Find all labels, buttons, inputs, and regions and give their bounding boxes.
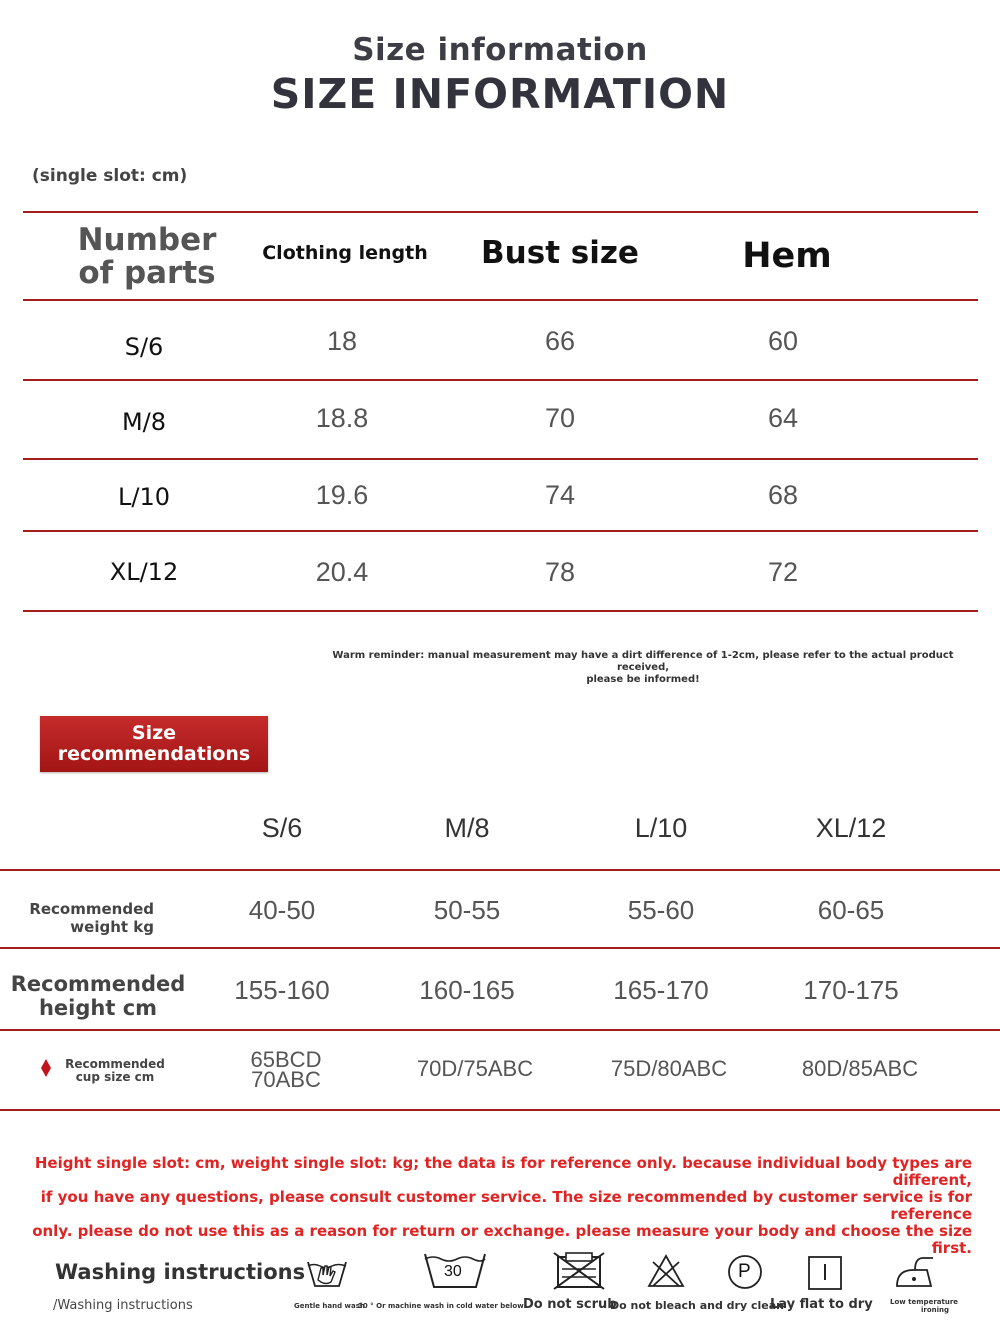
- measurement-reminder: [310, 650, 976, 686]
- hem-cell: 64: [767, 403, 799, 433]
- washing-subtitle: /Washing instructions: [53, 1298, 193, 1313]
- lay-flat-dry-icon: [807, 1255, 843, 1291]
- height-cell: 160-165: [419, 975, 515, 1005]
- table-divider: [23, 530, 978, 532]
- rec-divider: [0, 1029, 1000, 1031]
- badge-line2: recommendations: [57, 743, 251, 765]
- length-cell: 20.4: [315, 557, 369, 587]
- rec-header-size: M/8: [444, 813, 490, 843]
- weight-cell: 50-55: [433, 895, 501, 925]
- header-hem: Hem: [742, 236, 832, 276]
- page-title-caps: SIZE INFORMATION: [270, 70, 730, 118]
- dry-clean-letter: P: [738, 1261, 751, 1282]
- length-cell: 18.8: [315, 403, 369, 433]
- bust-cell: 70: [544, 403, 576, 433]
- weight-cell: 60-65: [817, 895, 885, 925]
- diamond-icon: [41, 1059, 51, 1077]
- low-temp-iron-label: Low temperature ironing: [890, 1298, 959, 1314]
- weight-cell: 55-60: [627, 895, 695, 925]
- do-not-scrub-icon: [552, 1251, 606, 1291]
- reminder-line1: Warm reminder: manual measurement may have a dirt difference of 1-2cm, please refer to the actual product received,: [332, 650, 954, 673]
- table-divider: [23, 379, 978, 381]
- size-notice: Height single slot: cm, weight single slot: kg; the data is for reference only. because individual body types are different, if you have any questions, please consult customer service. The size recommended by customer service is for reference only. please do not use this as a reason for return or exchange. please measure your body and choose the size first.: [32, 1154, 972, 1257]
- cup-cell: 80D/85ABC: [801, 1056, 919, 1081]
- cup-cell: 75D/80ABC: [610, 1056, 728, 1081]
- header-parts-line2: of parts: [78, 255, 216, 291]
- height-cell: 155-160: [234, 975, 330, 1005]
- size-cell: M/8: [121, 408, 167, 436]
- hem-cell: 60: [767, 326, 799, 356]
- washing-title: Washing instructions: [55, 1260, 306, 1284]
- do-not-scrub-label: Do not scrub: [523, 1297, 617, 1312]
- hand-wash-label: Gentle hand wash: [294, 1302, 365, 1310]
- page-title: Size information: [352, 32, 648, 68]
- bust-cell: 66: [544, 326, 576, 356]
- size-cell: XL/12: [109, 558, 179, 586]
- hem-cell: 72: [767, 557, 799, 587]
- height-label: Recommended height cm: [10, 972, 186, 1020]
- do-not-bleach-icon: [647, 1254, 685, 1288]
- rec-divider: [0, 947, 1000, 949]
- do-not-bleach-label: Do not bleach and dry clean: [610, 1299, 784, 1312]
- height-cell: 170-175: [803, 975, 899, 1005]
- bust-cell: 74: [544, 480, 576, 510]
- weight-cell: 40-50: [248, 895, 316, 925]
- length-cell: 18: [326, 326, 358, 356]
- height-cell: 165-170: [613, 975, 709, 1005]
- reminder-line2: please be informed!: [586, 674, 700, 685]
- table-divider: [23, 211, 978, 213]
- length-cell: 19.6: [315, 480, 369, 510]
- wash-temp: 30: [444, 1263, 462, 1280]
- cup-label: Recommended cup size cm: [65, 1057, 165, 1084]
- bust-cell: 78: [544, 557, 576, 587]
- machine-wash-label: 30 ° Or machine wash in cold water below: [358, 1302, 524, 1310]
- header-number-of-parts: [47, 224, 247, 290]
- size-cell: S/6: [124, 333, 164, 361]
- rec-header-size: XL/12: [815, 813, 887, 843]
- lay-flat-dry-label: Lay flat to dry: [770, 1297, 873, 1312]
- cup-cell: 70D/75ABC: [416, 1056, 534, 1081]
- header-clothing-length: Clothing length: [262, 242, 428, 264]
- size-recommendations-badge: [40, 716, 268, 772]
- table-divider: [23, 458, 978, 460]
- header-parts-line1: Number: [77, 222, 217, 258]
- hand-wash-icon: [306, 1254, 348, 1290]
- rec-divider: [0, 1109, 1000, 1111]
- low-temp-iron-icon: [893, 1252, 935, 1292]
- cup-cell: 65BCD 70ABC: [250, 1047, 322, 1092]
- badge-line1: Size: [131, 722, 177, 744]
- header-bust-size: Bust size: [481, 235, 639, 271]
- table-divider: [23, 610, 978, 612]
- rec-divider: [0, 869, 1000, 871]
- rec-header-size: L/10: [634, 813, 688, 843]
- unit-note: (single slot: cm): [32, 166, 188, 186]
- hem-cell: 68: [767, 480, 799, 510]
- table-divider: [23, 299, 978, 301]
- size-cell: L/10: [118, 483, 170, 511]
- rec-header-size: S/6: [261, 813, 303, 843]
- weight-label: Recommended weight kg: [29, 900, 154, 936]
